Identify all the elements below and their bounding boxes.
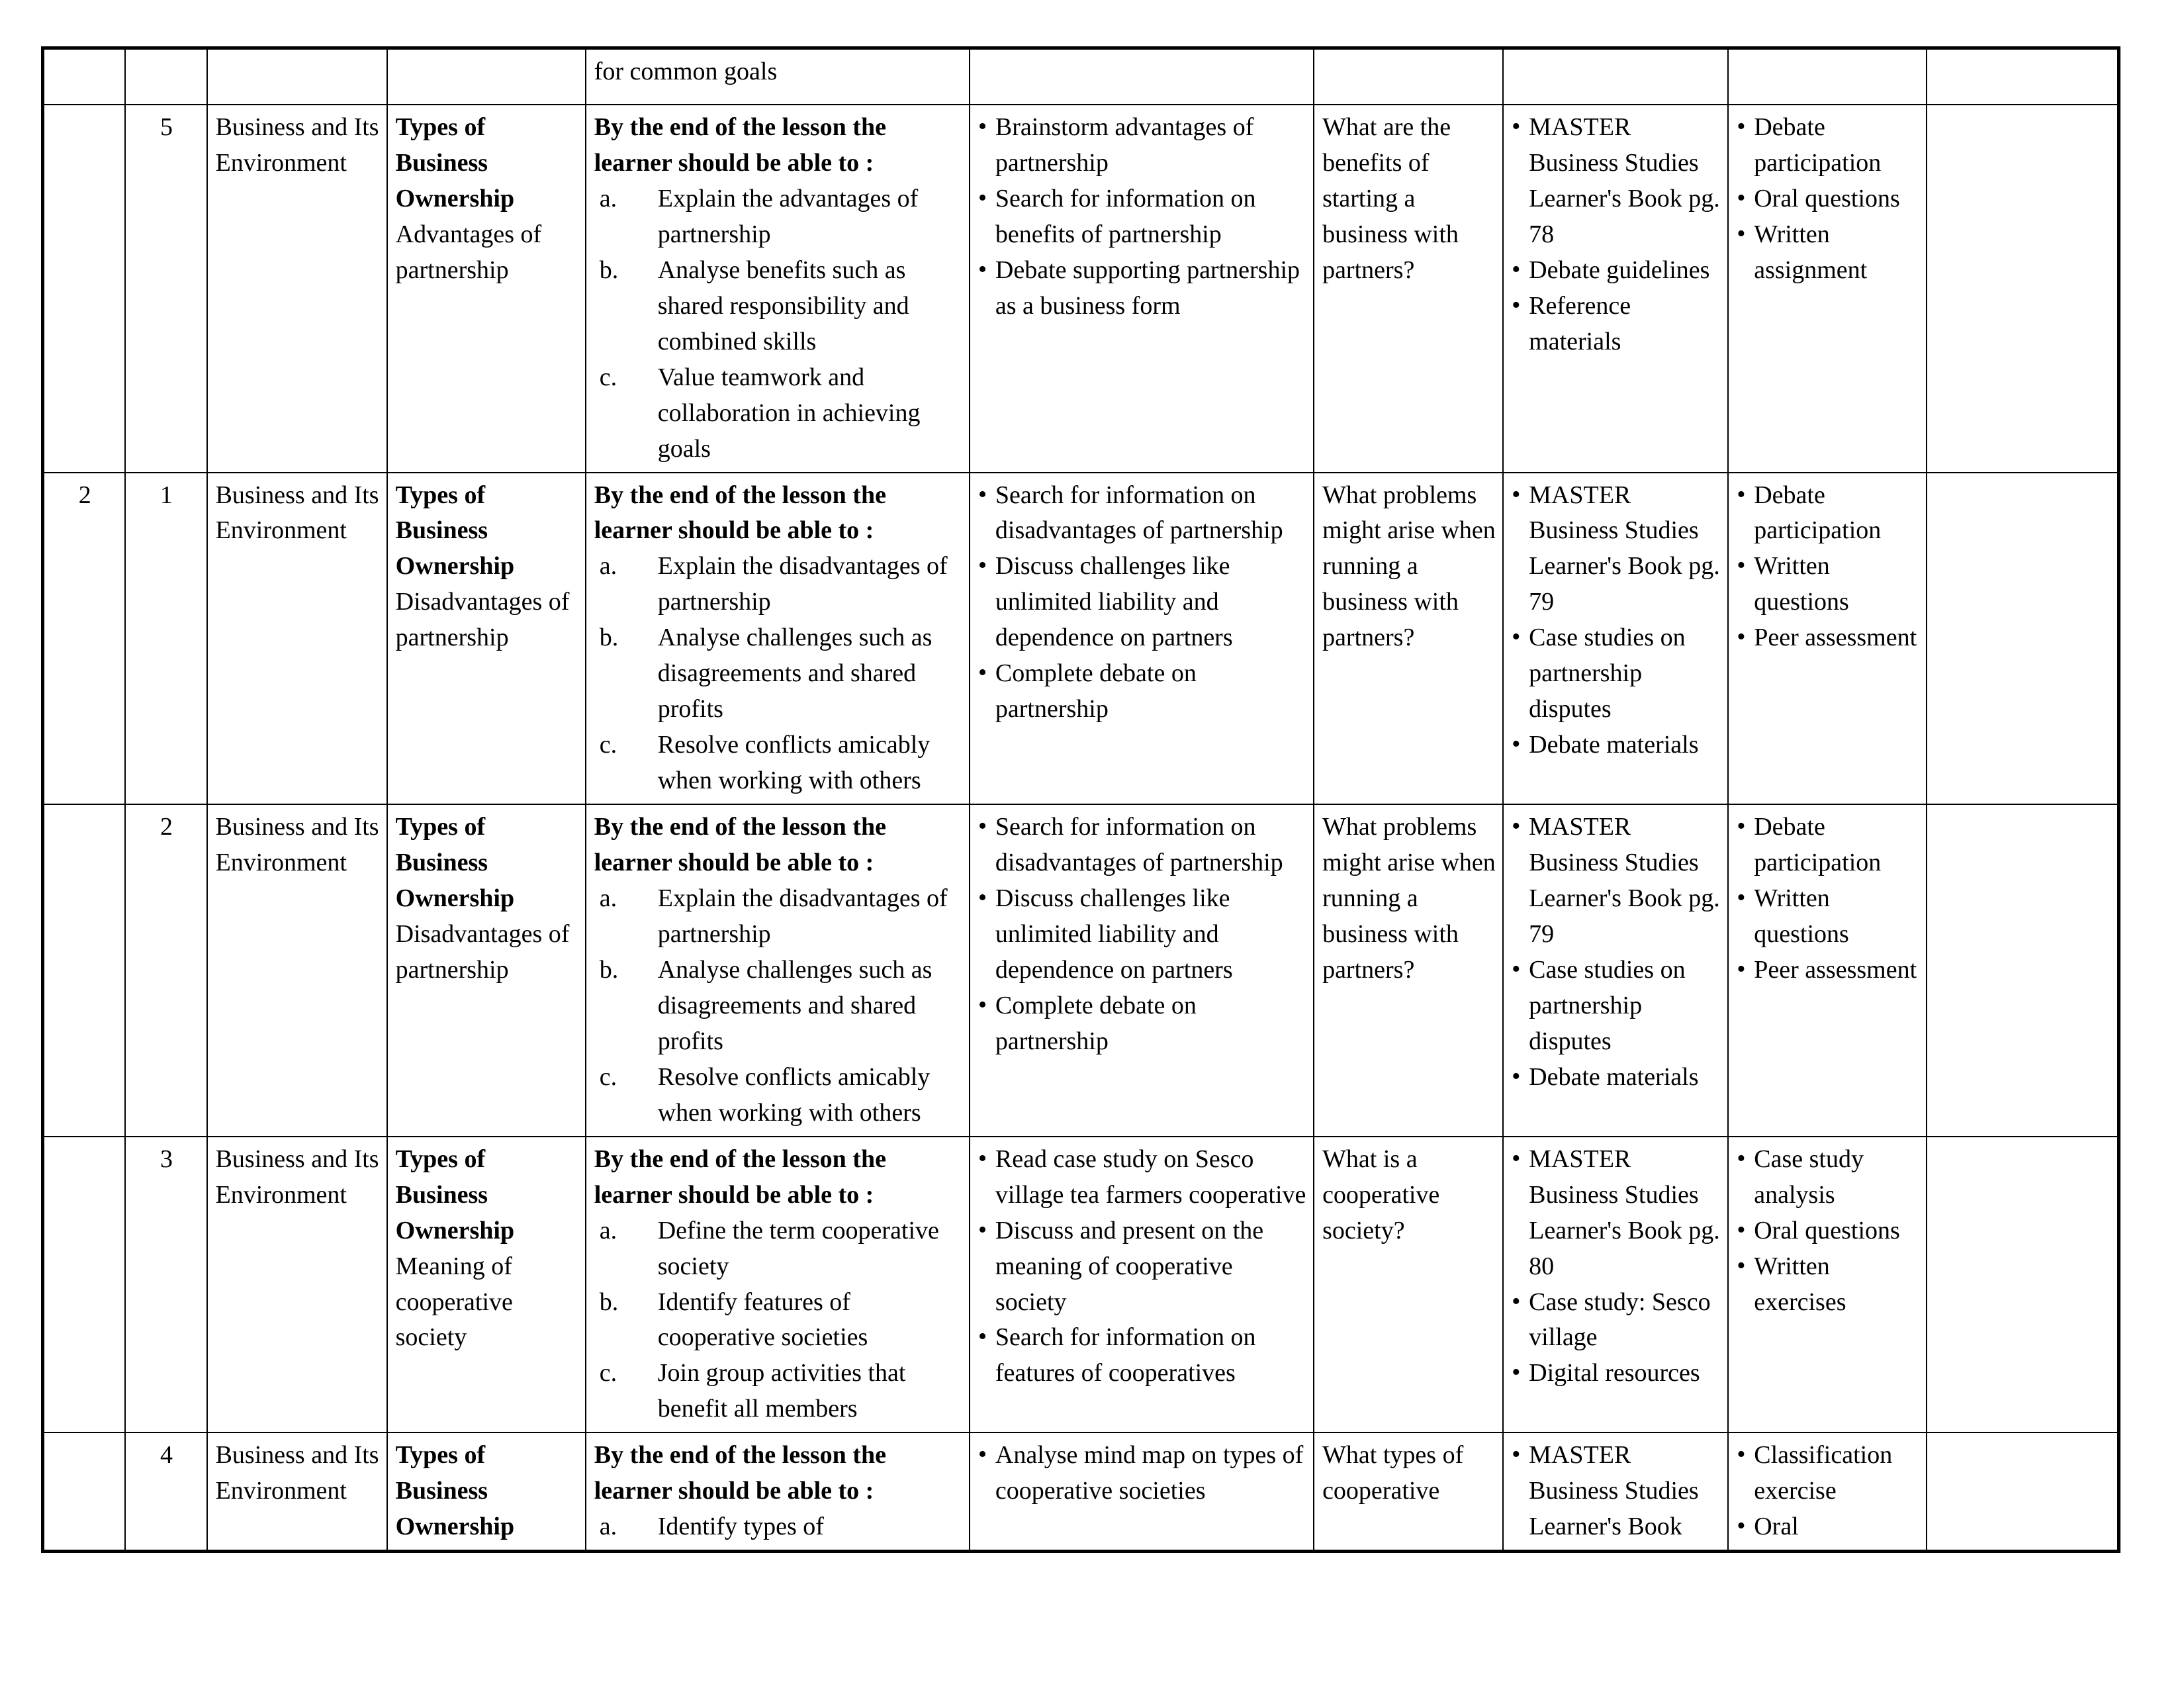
list-item: Analyse challenges such as disagreements and shared profits [657, 955, 933, 1055]
assessment-list [1737, 478, 1919, 657]
outcome-list [594, 881, 962, 1131]
list-item: • Read case study on Sesco village tea farmers cooperative [978, 1142, 1306, 1213]
cell-learning-experiences [970, 105, 1314, 473]
list-item: • Oral questions [1737, 1213, 1919, 1249]
list-item: • Complete debate on partnership [978, 988, 1306, 1060]
cell-strand: Business and Its Environment [207, 1432, 387, 1551]
assessment-list [1737, 1142, 1919, 1321]
outcome-lead: By the end of the lesson the learner should be able to : [594, 1145, 886, 1209]
cell-assessment [1728, 1137, 1927, 1433]
outcome-list [594, 1509, 962, 1545]
list-item: • Search for information on disadvantages of partnership [978, 478, 1306, 549]
cell-learning-outcomes [586, 804, 970, 1137]
table-row [43, 105, 2119, 473]
cell-inquiry-question: What is a cooperative society? [1314, 1137, 1503, 1433]
cell-learning-experiences [970, 48, 1314, 105]
list-item: • Debate supporting partnership as a business form [978, 253, 1306, 324]
cell-inquiry-question: What problems might arise when running a business with partners? [1314, 473, 1503, 805]
resources-list [1512, 1142, 1721, 1392]
assessment-list [1737, 810, 1919, 988]
table-row [43, 804, 2119, 1137]
cell-assessment [1728, 1432, 1927, 1551]
list-item: • Peer assessment [1737, 620, 1919, 656]
cell-lesson: 5 [125, 105, 207, 473]
cell-week [43, 48, 125, 105]
cell-sub-strand [387, 1432, 586, 1551]
cell-learning-experiences [970, 1432, 1314, 1551]
cell-week: 2 [43, 473, 125, 805]
list-item: Analyse benefits such as shared responsibility and combined skills [657, 256, 909, 355]
cell-inquiry-question: What are the benefits of starting a business with partners? [1314, 105, 1503, 473]
cell-lesson: 4 [125, 1432, 207, 1551]
list-item: • Search for information on features of cooperatives [978, 1320, 1306, 1391]
list-item: Value teamwork and collaboration in achieving goals [657, 363, 921, 463]
list-item: • Written questions [1737, 881, 1919, 953]
list-item: • Debate materials [1512, 727, 1721, 763]
cell-lesson [125, 48, 207, 105]
cell-reflection [1927, 48, 2118, 105]
scheme-of-work-table [41, 46, 2120, 1553]
list-item: • Written questions [1737, 549, 1919, 620]
sub-strand-title: Types of Business Ownership [395, 1441, 515, 1541]
cell-sub-strand [387, 804, 586, 1137]
list-item: Identify types of [657, 1513, 824, 1541]
sub-strand-detail: Disadvantages of partnership [395, 919, 570, 984]
experiences-list [978, 1438, 1306, 1509]
list-item: • Written assignment [1737, 217, 1919, 289]
cell-week [43, 1432, 125, 1551]
cell-resources [1503, 473, 1728, 805]
table-row-continuation [43, 48, 2119, 105]
list-item: • Search for information on disadvantages of partnership [978, 810, 1306, 881]
cell-learning-outcomes [586, 105, 970, 473]
resources-list [1512, 478, 1721, 764]
resources-list [1512, 110, 1721, 360]
list-item: • Case studies on partnership disputes [1512, 953, 1721, 1060]
list-item: • Reference materials [1512, 289, 1721, 360]
list-item: • Discuss challenges like unlimited liability and dependence on partners [978, 881, 1306, 988]
cell-resources [1503, 804, 1728, 1137]
cell-learning-experiences [970, 804, 1314, 1137]
outcome-lead: By the end of the lesson the learner should be able to : [594, 813, 886, 877]
cell-strand: Business and Its Environment [207, 804, 387, 1137]
cell-learning-outcomes [586, 48, 970, 105]
list-item: Define the term cooperative society [657, 1216, 939, 1280]
outcome-lead: By the end of the lesson the learner should be able to : [594, 1441, 886, 1505]
cell-assessment [1728, 105, 1927, 473]
list-item: • Debate materials [1512, 1060, 1721, 1096]
cell-lesson: 3 [125, 1137, 207, 1433]
cell-reflection [1927, 1137, 2118, 1433]
assessment-list [1737, 1438, 1919, 1545]
cell-inquiry-question [1314, 48, 1503, 105]
cell-lesson: 2 [125, 804, 207, 1137]
cell-inquiry-question: What types of cooperative [1314, 1432, 1503, 1551]
table-body [43, 48, 2119, 1552]
cell-resources [1503, 48, 1728, 105]
outcome-list [594, 1213, 962, 1428]
cell-inquiry-question: What problems might arise when running a business with partners? [1314, 804, 1503, 1137]
cell-strand: Business and Its Environment [207, 105, 387, 473]
sub-strand-title: Types of Business Ownership [395, 1145, 515, 1244]
list-item: • Debate participation [1737, 810, 1919, 881]
sub-strand-title: Types of Business Ownership [395, 113, 515, 212]
list-item: • Analyse mind map on types of cooperative societies [978, 1438, 1306, 1509]
cell-strand: Business and Its Environment [207, 1137, 387, 1433]
cell-reflection [1927, 473, 2118, 805]
list-item: • Debate participation [1737, 110, 1919, 181]
cell-strand: Business and Its Environment [207, 473, 387, 805]
outcome-continuation-text: for common goals [594, 58, 778, 85]
list-item: • Brainstorm advantages of partnership [978, 110, 1306, 181]
experiences-list [978, 478, 1306, 728]
cell-sub-strand [387, 105, 586, 473]
cell-assessment [1728, 473, 1927, 805]
cell-sub-strand [387, 1137, 586, 1433]
cell-reflection [1927, 1432, 2118, 1551]
cell-learning-experiences [970, 1137, 1314, 1433]
list-item: • Discuss challenges like unlimited liability and dependence on partners [978, 549, 1306, 656]
list-item: Join group activities that benefit all members [657, 1359, 906, 1423]
sub-strand-title: Types of Business Ownership [395, 813, 515, 913]
outcome-lead: By the end of the lesson the learner should be able to : [594, 481, 886, 545]
list-item: Explain the disadvantages of partnership [657, 884, 948, 948]
resources-list [1512, 1438, 1721, 1545]
table-row [43, 473, 2119, 805]
sub-strand-detail: Advantages of partnership [395, 220, 542, 284]
cell-reflection [1927, 804, 2118, 1137]
cell-week [43, 1137, 125, 1433]
cell-resources [1503, 1137, 1728, 1433]
table-row [43, 1137, 2119, 1433]
list-item: Analyse challenges such as disagreements and shared profits [657, 624, 933, 724]
cell-week [43, 804, 125, 1137]
sub-strand-detail: Meaning of cooperative society [395, 1252, 513, 1352]
list-item: • Oral questions [1737, 181, 1919, 217]
list-item: Resolve conflicts amicably when working with others [657, 731, 931, 795]
cell-learning-outcomes [586, 473, 970, 805]
cell-assessment [1728, 804, 1927, 1137]
list-item: • Discuss and present on the meaning of cooperative society [978, 1213, 1306, 1321]
list-item: • MASTER Business Studies Learner's Book [1512, 1438, 1721, 1545]
outcome-list [594, 549, 962, 799]
list-item: • Case studies on partnership disputes [1512, 620, 1721, 727]
list-item: Resolve conflicts amicably when working with others [657, 1062, 931, 1127]
cell-resources [1503, 1432, 1728, 1551]
list-item: • Case study: Sesco village [1512, 1285, 1721, 1356]
list-item: • Search for information on benefits of partnership [978, 181, 1306, 253]
list-item: • Case study analysis [1737, 1142, 1919, 1213]
list-item: • MASTER Business Studies Learner's Book pg. 78 [1512, 110, 1721, 253]
list-item: • Debate guidelines [1512, 253, 1721, 289]
cell-reflection [1927, 105, 2118, 473]
sub-strand-title: Types of Business Ownership [395, 481, 515, 581]
list-item: • Debate participation [1737, 478, 1919, 549]
outcome-list [594, 181, 962, 467]
experiences-list [978, 810, 1306, 1060]
list-item: • Classification exercise [1737, 1438, 1919, 1509]
outcome-lead: By the end of the lesson the learner should be able to : [594, 113, 886, 177]
list-item: • Complete debate on partnership [978, 656, 1306, 727]
resources-list [1512, 810, 1721, 1096]
list-item: • Peer assessment [1737, 953, 1919, 988]
experiences-list [978, 110, 1306, 324]
list-item: • MASTER Business Studies Learner's Book pg. 80 [1512, 1142, 1721, 1285]
list-item: Identify features of cooperative societies [657, 1288, 868, 1352]
cell-strand [207, 48, 387, 105]
list-item: • Oral [1737, 1509, 1919, 1545]
list-item: Explain the advantages of partnership [657, 184, 919, 248]
list-item: • Written exercises [1737, 1249, 1919, 1321]
list-item: • MASTER Business Studies Learner's Book pg. 79 [1512, 810, 1721, 953]
table-row [43, 1432, 2119, 1551]
experiences-list [978, 1142, 1306, 1392]
cell-learning-outcomes [586, 1432, 970, 1551]
list-item: Explain the disadvantages of partnership [657, 552, 948, 616]
sub-strand-detail: Disadvantages of partnership [395, 588, 570, 652]
assessment-list [1737, 110, 1919, 289]
list-item: • MASTER Business Studies Learner's Book pg. 79 [1512, 478, 1721, 621]
cell-assessment [1728, 48, 1927, 105]
cell-sub-strand [387, 473, 586, 805]
cell-resources [1503, 105, 1728, 473]
cell-learning-outcomes [586, 1137, 970, 1433]
cell-sub-strand [387, 48, 586, 105]
cell-week [43, 105, 125, 473]
cell-lesson: 1 [125, 473, 207, 805]
cell-learning-experiences [970, 473, 1314, 805]
list-item: • Digital resources [1512, 1356, 1721, 1391]
